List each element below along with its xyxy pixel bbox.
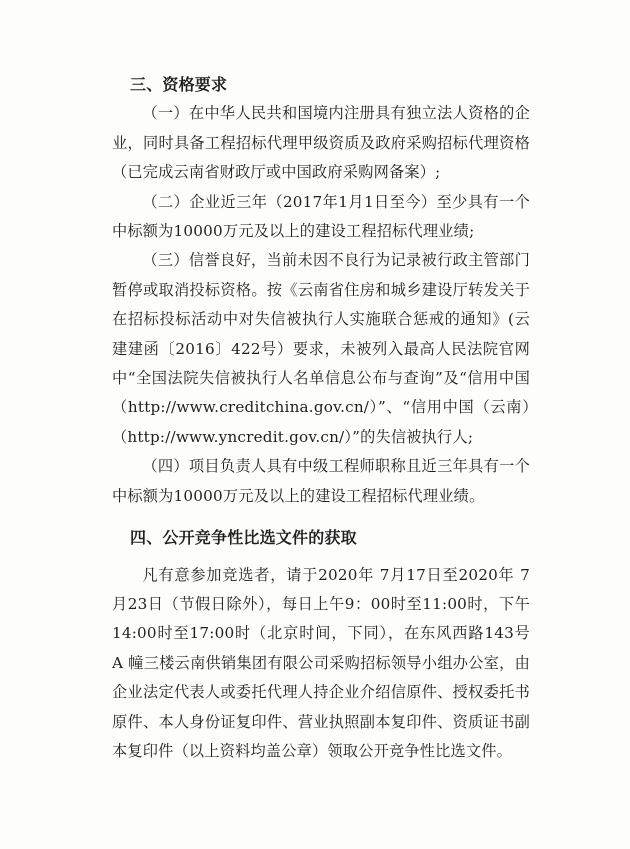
paragraph-qualification-4: （四）项目负责人具有中级工程师职称且近三年具有一个中标额为10000万元及以上的建设工程招标代理业绩。 bbox=[112, 457, 530, 505]
section-heading-obtain-documents: 四、公开竞争性比选文件的获取 bbox=[130, 528, 357, 548]
paragraph-obtain-documents: 凡有意参加竞选者，请于2020年 7月17日至2020年 7月23日（节假日除外），每日上午9：00时至11:00时，下午14:00时至17:00时（北京时间，下同），在东风西路143号 A 幢三楼云南供销集团有限公司采购招标领导小组办公室，由企业法定代表人或委托代理人持企业介绍信原件、授权委托书原件、本人身份证复印件、营业执照副本复印件、资质证书副本复印件（以上资料均盖公章）领取公开竞争性比选文件。 bbox=[112, 565, 530, 760]
section-heading-qualifications: 三、资格要求 bbox=[130, 75, 228, 94]
paragraph-qualification-1: （一）在中华人民共和国境内注册具有独立法人资格的企业，同时具备工程招标代理甲级资质及政府采购招标代理资格（已完成云南省财政厅或中国政府采购网备案）; bbox=[112, 104, 530, 182]
section-gap bbox=[112, 511, 530, 513]
paragraph-qualification-3: （三）信誉良好，当前未因不良行为记录被行政主管部门暂停或取消投标资格。按《云南省住房和城乡建设厅转发关于在招标投标活动中对失信被执行人实施联合惩戒的通知》(云建建函〔2016〕422号）要求，未被列入最高人民法院官网中“全国法院失信被执行人名单信息公布与查询”及“信用中国（http://www.creditchina.gov.cn/）”、“信用中国（云南）（http://www.yncredit.gov.cn/）”的失信被执行人; bbox=[112, 251, 530, 446]
paragraph-qualification-2: （二）企业近三年（2017年1月1日至今）至少具有一个中标额为10000万元及以上的建设工程招标代理业绩; bbox=[112, 192, 530, 241]
document-body bbox=[112, 70, 530, 766]
